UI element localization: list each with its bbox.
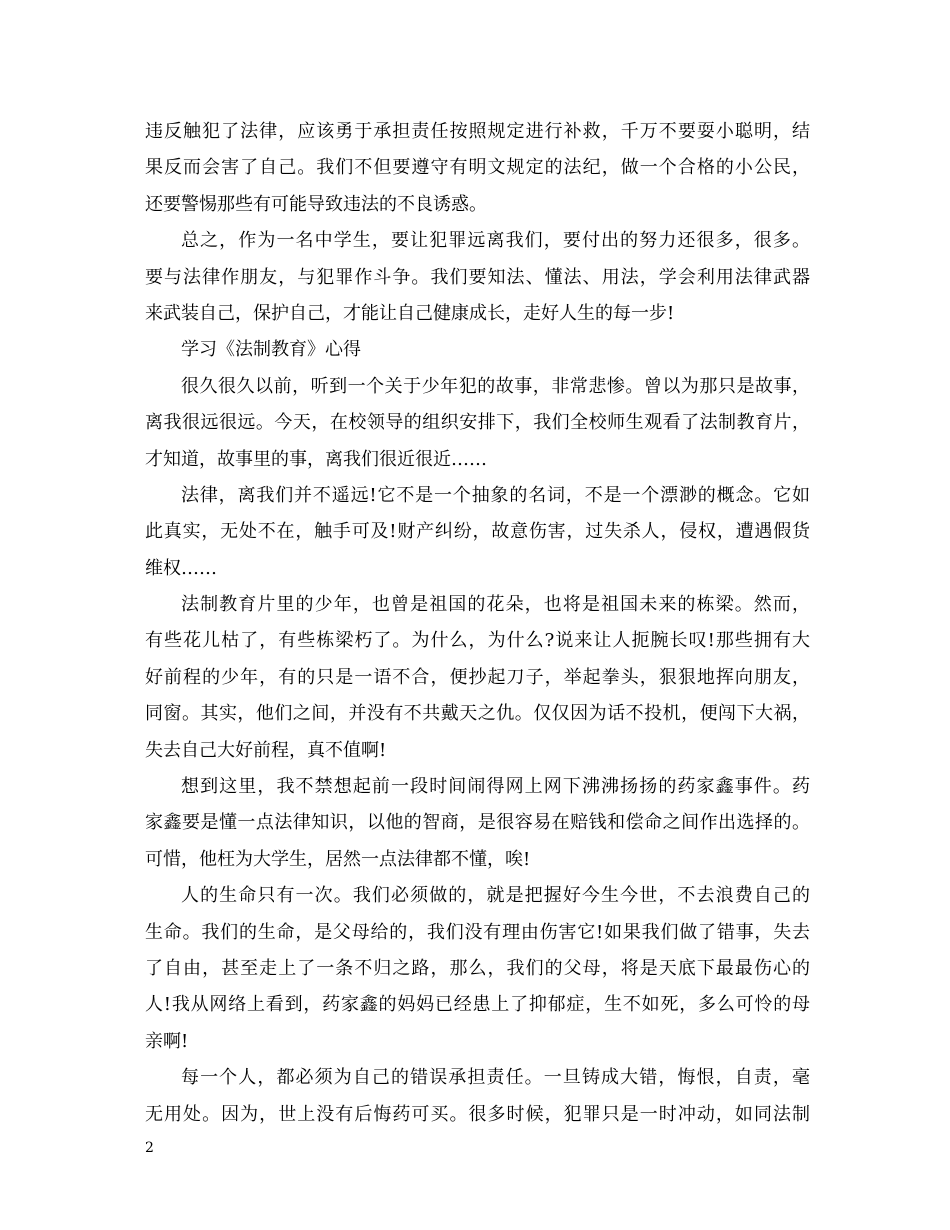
text-line: 离我很远很远。今天，在校领导的组织安排下，我们全校师生观看了法制教育片， [145, 412, 810, 434]
text-line: 人!我从网络上看到，药家鑫的妈妈已经患上了抑郁症，生不如死，多么可怜的母 [145, 994, 810, 1016]
paragraph-start-line: 法制教育片里的少年，也曾是祖国的花朵，也将是祖国未来的栋梁。然而， [181, 594, 810, 616]
text-line: 此真实，无处不在，触手可及!财产纠纷，故意伤害，过失杀人，侵权，遭遇假货 [145, 521, 810, 543]
text-line: 亲啊! [145, 1030, 189, 1052]
paragraph-start-line: 法律，离我们并不遥远!它不是一个抽象的名词，不是一个漂渺的概念。它如 [181, 484, 810, 506]
text-line: 维权…… [145, 557, 217, 579]
text-line: 果反而会害了自己。我们不但要遵守有明文规定的法纪，做一个合格的小公民， [145, 157, 810, 179]
text-line: 可惜，他枉为大学生，居然一点法律都不懂，唉! [145, 848, 531, 870]
text-line: 同窗。其实，他们之间，并没有不共戴天之仇。仅仅因为话不投机，便闯下大祸， [145, 703, 810, 725]
paragraph-start-line: 总之，作为一名中学生，要让犯罪远离我们，要付出的努力还很多，很多。 [181, 230, 810, 252]
paragraph-start-line: 人的生命只有一次。我们必须做的，就是把握好今生今世，不去浪费自己的 [181, 885, 810, 907]
text-line: 好前程的少年，有的只是一语不合，便抄起刀子，举起拳头，狠狠地挥向朋友， [145, 666, 810, 688]
section-title: 学习《法制教育》心得 [181, 339, 361, 361]
text-line: 有些花儿枯了，有些栋梁朽了。为什么，为什么?说来让人扼腕长叹!那些拥有大 [145, 630, 810, 652]
text-line: 违反触犯了法律，应该勇于承担责任按照规定进行补救，千万不要耍小聪明，结 [145, 121, 810, 142]
text-line: 要与法律作朋友，与犯罪作斗争。我们要知法、懂法、用法，学会利用法律武器 [145, 266, 810, 288]
page-number: 2 [145, 1140, 154, 1156]
text-line: 才知道，故事里的事，离我们很近很近…… [145, 448, 487, 470]
paragraph-start-line: 想到这里，我不禁想起前一段时间闹得网上网下沸沸扬扬的药家鑫事件。药 [181, 776, 810, 798]
text-line: 家鑫要是懂一点法律知识，以他的智商，是很容易在赔钱和偿命之间作出选择的。 [145, 812, 810, 834]
paragraph-start-line: 很久很久以前，听到一个关于少年犯的故事，非常悲惨。曾以为那只是故事， [181, 375, 810, 397]
text-line: 来武装自己，保护自己，才能让自己健康成长，走好人生的每一步! [145, 302, 675, 324]
text-line: 失去自己大好前程，真不值啊! [145, 739, 387, 761]
text-line: 还要警惕那些有可能导致违法的不良诱惑。 [145, 193, 487, 215]
paragraph-start-line: 每一个人，都必须为自己的错误承担责任。一旦铸成大错，悔恨，自责，毫 [181, 1067, 810, 1089]
text-line: 无用处。因为，世上没有后悔药可买。很多时候，犯罪只是一时冲动，如同法制 [145, 1103, 810, 1125]
body-text [145, 114, 810, 1133]
text-line: 生命。我们的生命，是父母给的，我们没有理由伤害它!如果我们做了错事，失去 [145, 921, 810, 943]
text-line: 了自由，甚至走上了一条不归之路，那么，我们的父母，将是天底下最最伤心的 [145, 957, 810, 979]
